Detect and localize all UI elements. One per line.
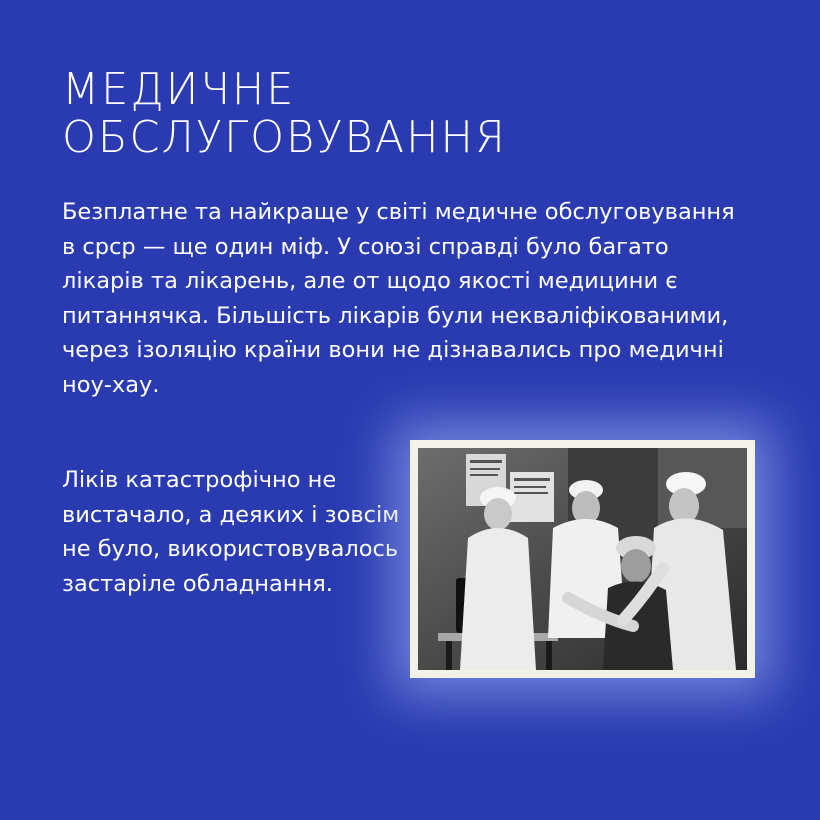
title-line-1: МЕДИЧНЕ bbox=[62, 64, 296, 115]
photo-illustration bbox=[418, 448, 747, 670]
body-paragraph-2: Ліків катастрофічно не вистачало, а деяких і зовсім не було, використовувалось застаріле обладнання. bbox=[62, 467, 400, 597]
historical-medical-photo bbox=[418, 448, 747, 670]
page-title bbox=[62, 66, 507, 162]
title-line-2: ОБСЛУГОВУВАННЯ bbox=[62, 112, 507, 163]
body-paragraph-1: Безплатне та найкраще у світі медичне обслуговування в срср — ще один міф. У союзі справді було багато лікарів та лікарень, але от щодо якості медицини є питаннячка. Більшість лікарів були некваліфікованими, через ізоляцію країни вони не дізнавались про медичні ноу-хау. bbox=[62, 199, 735, 398]
